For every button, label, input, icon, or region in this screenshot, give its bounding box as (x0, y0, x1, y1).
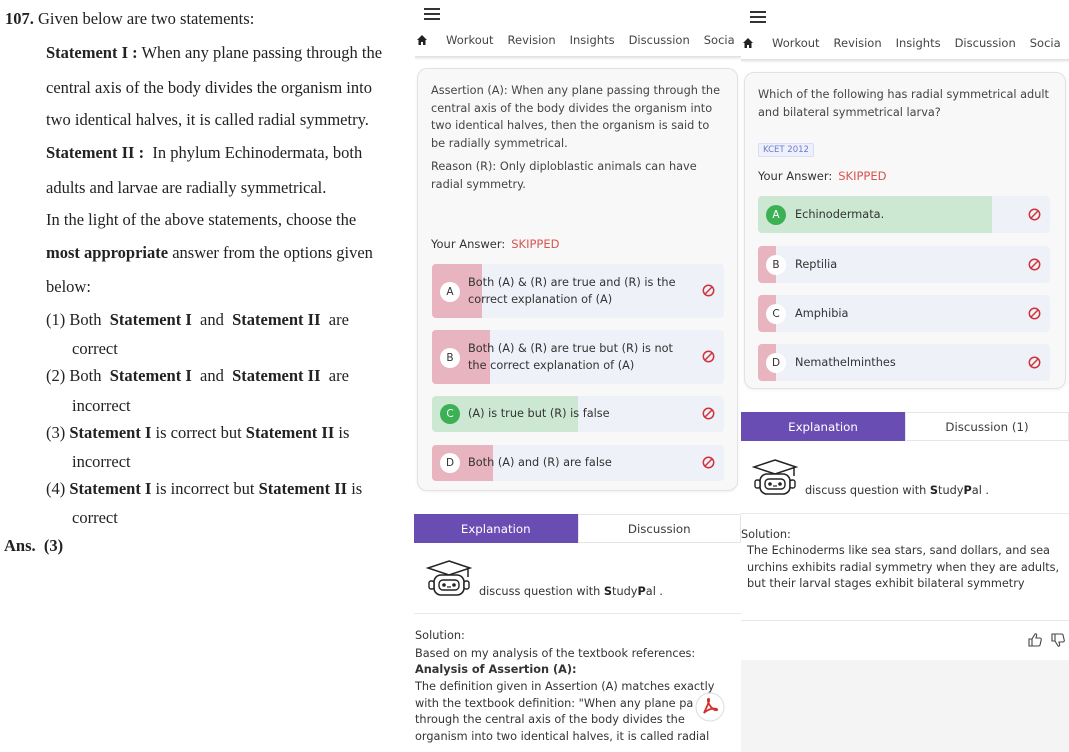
tab-explanation[interactable]: Explanation (741, 412, 905, 441)
studypal-link[interactable]: discuss question with StudyPal . (479, 585, 664, 598)
nav-tab-social[interactable]: Socia (703, 33, 735, 47)
statement-2-line: In phylum Echinodermata, both (152, 143, 363, 162)
printed-option: (3) Statement I is correct but Statement II is (46, 423, 350, 442)
footer-area (741, 660, 1069, 752)
nav-tab-social[interactable]: Socia (1029, 36, 1061, 50)
studypal-link[interactable]: discuss question with StudyPal . (805, 484, 990, 497)
option-text: Nemathelminthes (795, 356, 896, 369)
studypal-robot-icon (751, 459, 799, 497)
nav-tab-workout[interactable]: Workout (772, 36, 820, 50)
printed-option: (2) Both Statement I and Statement II are (46, 366, 349, 385)
option-letter: D (766, 353, 786, 373)
tab-discussion[interactable]: Discussion (578, 514, 742, 543)
divider (414, 613, 741, 614)
option-d[interactable] (758, 344, 1050, 381)
tab-explanation[interactable]: Explanation (414, 514, 578, 543)
nav-divider (415, 56, 741, 60)
statement-2-line: adults and larvae are radially symmetrical. (46, 178, 327, 197)
ban-icon (1028, 356, 1041, 369)
your-answer-label: Your Answer: (431, 237, 506, 251)
option-text: Both (A) & (R) are true but (R) is not the correct explanation of (A) (468, 342, 673, 372)
statement-2 (46, 143, 391, 163)
your-answer (431, 237, 559, 251)
ban-icon (702, 407, 715, 420)
answer-value: (3) (43, 536, 64, 555)
menu-icon[interactable] (750, 11, 766, 23)
statement-1-label: Statement I : (46, 43, 138, 62)
ban-icon (1028, 307, 1041, 320)
app-panel-echinodermata (741, 0, 1069, 752)
pdf-icon[interactable] (695, 692, 725, 722)
tab-discussion[interactable]: Discussion (1) (905, 412, 1069, 441)
solution-line: Based on my analysis of the textbook references: (415, 647, 696, 660)
question-number: 107. (5, 9, 34, 28)
nav-tab-insights[interactable]: Insights (569, 33, 615, 47)
nav-tab-revision[interactable]: Revision (507, 33, 556, 47)
nav-tab-discussion[interactable]: Discussion (628, 33, 690, 47)
home-icon[interactable] (742, 37, 754, 49)
ban-icon (1028, 208, 1041, 221)
statement-1-line: two identical halves, it is called radial symmetry. (46, 110, 369, 129)
solution-label: Solution: (415, 629, 465, 642)
intro-text: Given below are two statements: (38, 9, 255, 28)
printed-option: (4) Statement I is incorrect but Statement II is (46, 479, 363, 498)
answer-line (4, 536, 63, 556)
printed-option-cont: correct (72, 339, 118, 358)
ban-icon (702, 456, 715, 469)
printed-option-cont: correct (72, 508, 118, 527)
nav-tab-revision[interactable]: Revision (833, 36, 882, 50)
thumbs-down-icon[interactable] (1050, 632, 1066, 648)
explanation-tabs (414, 514, 741, 543)
solution-body: through the central axis of the body divides the organism into two identical halves, it is called radial (415, 713, 710, 743)
app-panel-assertion (411, 0, 741, 752)
option-text: Amphibia (795, 307, 849, 320)
option-a[interactable] (432, 264, 724, 318)
option-text: Echinodermata. (795, 208, 885, 221)
option-a[interactable] (758, 196, 1050, 233)
option-c[interactable] (758, 295, 1050, 332)
printed-option-cont: incorrect (72, 396, 131, 415)
option-text: Reptilia (795, 258, 838, 271)
nav-tab-insights[interactable]: Insights (895, 36, 941, 50)
printed-option-cont: incorrect (72, 452, 131, 471)
option-c[interactable] (432, 396, 724, 432)
option-letter: A (440, 282, 460, 302)
ban-icon (702, 284, 715, 297)
divider (741, 620, 1069, 621)
thumbs-up-icon[interactable] (1027, 632, 1043, 648)
option-text: (A) is true but (R) is false (468, 407, 610, 420)
explanation-tabs (741, 412, 1069, 441)
home-icon[interactable] (416, 34, 428, 46)
nav-tab-workout[interactable]: Workout (446, 33, 494, 47)
instruction-line: below: (46, 277, 91, 296)
option-b[interactable] (432, 330, 724, 384)
solution-body: The definition given in Assertion (A) matches exactly with the textbook definition: "When any plane pa (415, 680, 715, 710)
question-intro (5, 9, 254, 29)
answer-label: Ans. (4, 536, 36, 555)
instruction-line (46, 243, 373, 263)
statement-1 (46, 43, 391, 63)
top-nav (416, 30, 741, 50)
statement-1-line: central axis of the body divides the organism into (46, 78, 372, 97)
studypal-robot-icon (425, 560, 473, 598)
nav-divider (741, 59, 1069, 63)
option-letter: C (766, 304, 786, 324)
instruction-tail: answer from the options given (172, 243, 373, 262)
nav-tab-discussion[interactable]: Discussion (954, 36, 1016, 50)
emphasis-text: most appropriate (46, 243, 169, 262)
statement-1-line: When any plane passing through the (141, 43, 383, 62)
question-text: Which of the following has radial symmetrical adult and bilateral symmetrical larva? (758, 88, 1049, 119)
option-d[interactable] (432, 445, 724, 481)
solution-heading: Analysis of Assertion (A): (415, 663, 577, 676)
exam-badge: KCET 2012 (758, 143, 814, 157)
option-letter: D (440, 453, 460, 473)
option-letter: C (440, 404, 460, 424)
option-text: Both (A) and (R) are false (468, 456, 612, 469)
solution-label: Solution: (741, 528, 791, 541)
instruction-line: In the light of the above statements, choose the (46, 210, 357, 229)
your-answer (758, 169, 886, 183)
top-nav (742, 33, 1069, 53)
assertion-text: Assertion (A): When any plane passing through the central axis of the body divides the organism into two identical halves, then the organism is said to be radially symmetrical. (431, 84, 721, 150)
printed-question-panel (0, 0, 410, 752)
your-answer-value: SKIPPED (838, 169, 887, 183)
ban-icon (1028, 258, 1041, 271)
your-answer-value: SKIPPED (511, 237, 560, 251)
option-letter: B (440, 348, 460, 368)
option-letter: B (766, 255, 786, 275)
option-letter: A (766, 205, 786, 225)
solution-body: The Echinoderms like sea stars, sand dollars, and sea urchins exhibits radial symmetry when they are adults, but their larval stages exhibit bilateral symmetry (747, 544, 1060, 590)
printed-option: (1) Both Statement I and Statement II are (46, 310, 349, 329)
your-answer-label: Your Answer: (758, 169, 833, 183)
statement-2-label: Statement II : (46, 143, 145, 162)
menu-icon[interactable] (424, 8, 440, 20)
option-text: Both (A) & (R) are true and (R) is the correct explanation of (A) (468, 276, 676, 306)
option-b[interactable] (758, 246, 1050, 283)
ban-icon (702, 350, 715, 363)
divider (741, 513, 1069, 514)
reason-text: Reason (R): Only diploblastic animals can have radial symmetry. (431, 160, 697, 191)
